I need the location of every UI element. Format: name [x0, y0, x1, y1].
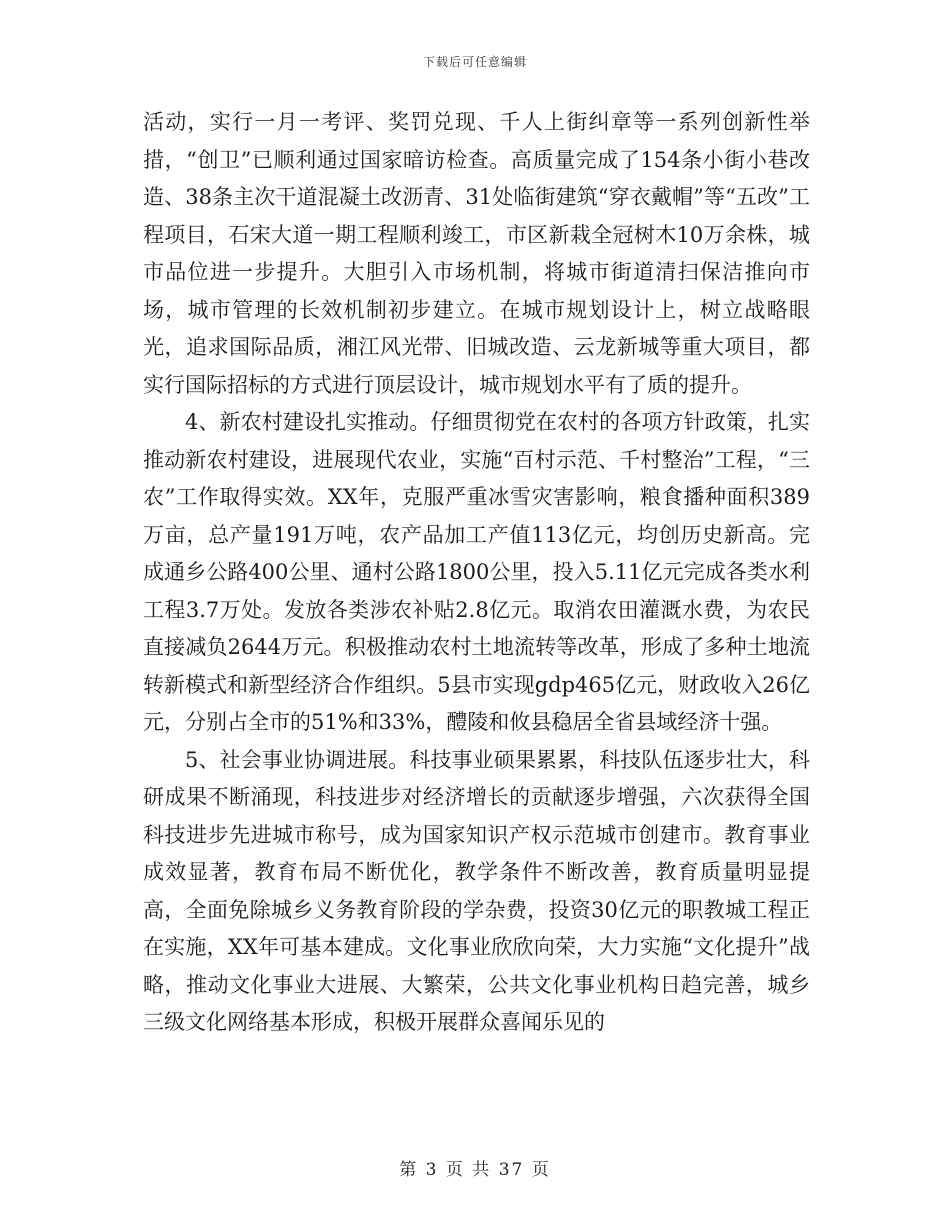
paragraph-1: 活动，实行一月一考评、奖罚兑现、千人上街纠章等一系列创新性举措，“创卫”已顺利通过国家暗访检查。高质量完成了154条小街小巷改造、38条主次干道混凝土改沥青、31处临街建筑“穿衣戴帽”等“五改”工程项目，石宋大道一期工程顺利竣工，市区新栽全冠树木10万余株，城市品位进一步提升。大胆引入市场机制，将城市街道清扫保洁推向市场，城市管理的长效机制初步建立。在城市规划设计上，树立战略眼光，追求国际品质，湘江风光带、旧城改造、云龙新城等重大项目，都实行国际招标的方式进行顶层设计，城市规划水平有了质的提升。: [143, 110, 810, 397]
paragraph-3: 5、社会事业协调进展。科技事业硕果累累，科技队伍逐步壮大，科研成果不断涌现，科技进步对经济增长的贡献逐步增强，六次获得全国科技进步先进城市称号，成为国家知识产权示范城市创建市。教育事业成效显著，教育布局不断优化，教学条件不断改善，教育质量明显提高，全面免除城乡义务教育阶段的学杂费，投资30亿元的职教城工程正在实施，XX年可基本建成。文化事业欣欣向荣，大力实施“文化提升”战略，推动文化事业大进展、大繁荣，公共文化事业机构日趋完善，城乡三级文化网络基本形成，积极开展群众喜闻乐见的: [143, 747, 810, 1034]
page-header: 下载后可任意编辑: [422, 55, 527, 69]
paragraph-2: 4、新农村建设扎实推动。仔细贯彻党在农村的各项方针政策，扎实推动新农村建设，进展现代农业，实施“百村示范、千村整治”工程，“三农”工作取得实效。XX年，克服严重冰雪灾害影响，粮食播种面积389万亩，总产量191万吨，农产品加工产值113亿元，均创历史新高。完成通乡公路400公里、通村公路1800公里，投入5.11亿元完成各类水利工程3.7万处。发放各类涉农补贴2.8亿元。取消农田灌溉水费，为农民直接减负2644万元。积极推动农村土地流转等改革，形成了多种土地流转新模式和新型经济合作组织。5县市实现gdp465亿元，财政收入26亿元，分别占全市的51%和33%，醴陵和攸县稳居全省县域经济十强。: [143, 410, 810, 734]
document-body: [143, 104, 810, 1042]
page-footer: 第 3 页 共 37 页: [399, 1160, 551, 1180]
